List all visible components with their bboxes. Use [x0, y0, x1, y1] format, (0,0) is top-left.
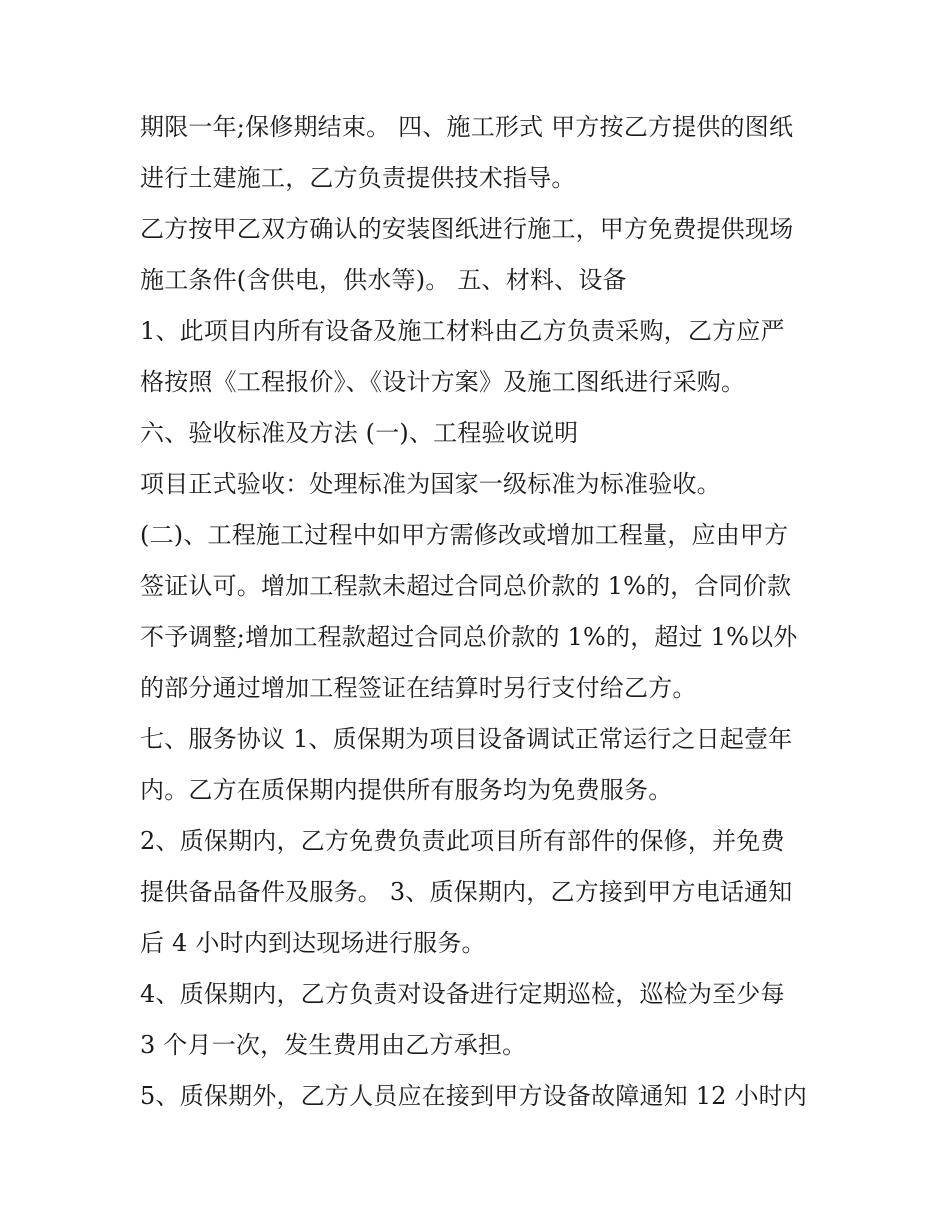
text-line: 六、验收标准及方法 (一)、工程验收说明: [140, 419, 579, 447]
text-line: 后 4 小时内到达现场进行服务。: [140, 929, 486, 957]
text-line: 签证认可。增加工程款未超过合同总价款的 1%的，合同价款: [140, 572, 792, 600]
text-line: 七、服务协议 1、质保期为项目设备调试正常运行之日起壹年: [140, 725, 793, 753]
text-line: 乙方按甲乙双方确认的安装图纸进行施工，甲方免费提供现场: [140, 215, 794, 243]
text-line: 1、此项目内所有设备及施工材料由乙方负责采购，乙方应严: [140, 317, 785, 345]
text-line: 2、质保期内，乙方免费负责此项目所有部件的保修，并免费: [140, 827, 785, 855]
text-line: 3 个月一次，发生费用由乙方承担。: [140, 1031, 527, 1059]
text-line: 提供备品备件及服务。 3、质保期内，乙方接到甲方电话通知: [140, 878, 793, 906]
text-line: 施工条件(含供电，供水等)。 五、材料、设备: [140, 266, 627, 294]
text-line: (二)、工程施工过程中如甲方需修改或增加工程量，应由甲方: [140, 521, 789, 549]
text-line: 4、质保期内，乙方负责对设备进行定期巡检，巡检为至少每: [140, 980, 785, 1008]
text-line: 期限一年;保修期结束。 四、施工形式 甲方按乙方提供的图纸: [140, 113, 794, 141]
text-line: 5、质保期外，乙方人员应在接到甲方设备故障通知 12 小时内: [140, 1082, 808, 1110]
text-line: 的部分通过增加工程签证在结算时另行支付给乙方。: [140, 674, 697, 702]
text-line: 不予调整;增加工程款超过合同总价款的 1%的，超过 1%以外: [140, 623, 798, 651]
text-line: 格按照《工程报价》、《设计方案》及施工图纸进行采购。: [140, 368, 746, 396]
text-line: 进行土建施工，乙方负责提供技术指导。: [140, 164, 576, 192]
text-line: 项目正式验收：处理标准为国家一级标准为标准验收。: [140, 470, 721, 498]
document-body: [140, 102, 830, 1122]
text-line: 内。乙方在质保期内提供所有服务均为免费服务。: [140, 776, 673, 804]
